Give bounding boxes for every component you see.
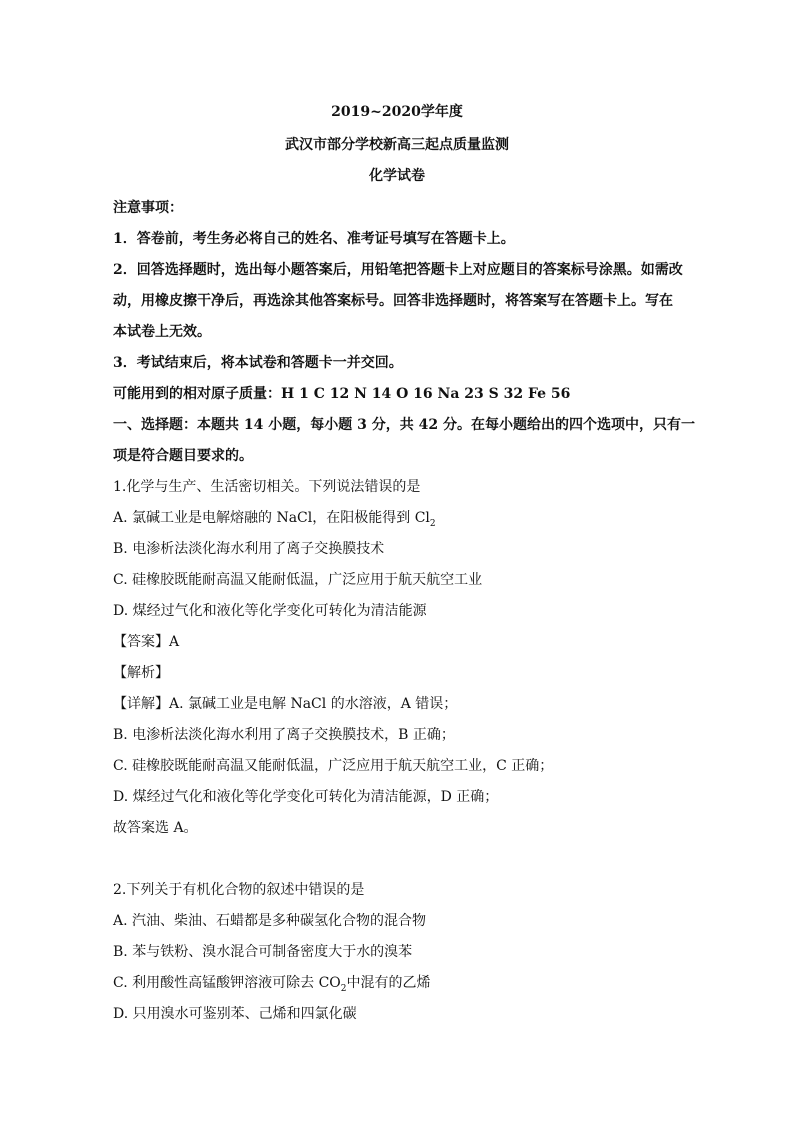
notice-item-2-line-3: 本试卷上无效。 <box>113 324 211 340</box>
question-1-detail-b: B. 电渗析法淡化海水利用了离子交换膜技术，B 正确； <box>113 727 455 743</box>
question-1-analysis-label: 【解析】 <box>113 665 169 681</box>
option-a-text: A. 氯碱工业是电解熔融的 NaCl，在阳极能得到 Cl <box>113 510 430 526</box>
notice-item-2-line-1: 2．回答选择题时，选出每小题答案后，用铅笔把答题卡上对应题目的答案标号涂黑。如需改 <box>113 262 683 278</box>
question-1-conclusion: 故答案选 A。 <box>113 820 198 836</box>
notice-item-1: 1．答卷前，考生务必将自己的姓名、准考证号填写在答题卡上。 <box>113 231 515 247</box>
option-c-text: C. 利用酸性高锰酸钾溶液可除去 CO <box>113 975 341 991</box>
option-c-subscript: 2 <box>340 983 347 994</box>
question-2-stem: 2.下列关于有机化合物的叙述中错误的是 <box>113 882 365 898</box>
question-2-option-c <box>113 974 431 992</box>
question-1-option-c: C. 硅橡胶既能耐高温又能耐低温，广泛应用于航天航空工业 <box>113 572 483 588</box>
exam-year: 2019~2020学年度 <box>331 104 463 120</box>
notice-title: 注意事项： <box>113 200 183 216</box>
question-2-option-b: B. 苯与铁粉、溴水混合可制备密度大于水的溴苯 <box>113 944 413 960</box>
section-1-line-1: 一、选择题：本题共 14 小题，每小题 3 分，共 42 分。在每小题给出的四个选项中，只有一 <box>113 417 695 433</box>
question-1-stem: 1.化学与生产、生活密切相关。下列说法错误的是 <box>113 479 421 495</box>
atomic-masses: 可能用到的相对原子质量：H 1 C 12 N 14 O 16 Na 23 S 32 Fe 56 <box>113 386 571 402</box>
exam-subject: 化学试卷 <box>369 168 425 184</box>
question-1-option-d: D. 煤经过气化和液化等化学变化可转化为清洁能源 <box>113 603 427 619</box>
section-1-line-2: 项是符合题目要求的。 <box>113 448 253 464</box>
option-a-subscript: 2 <box>429 518 436 529</box>
option-c-text-end: 中混有的乙烯 <box>346 975 431 991</box>
question-1-detail-a: 【详解】A. 氯碱工业是电解 NaCl 的水溶液，A 错误； <box>113 696 458 712</box>
notice-item-3: 3．考试结束后，将本试卷和答题卡一并交回。 <box>113 355 403 371</box>
question-1-answer: 【答案】A <box>113 634 180 650</box>
notice-item-2-line-2: 动，用橡皮擦干净后，再选涂其他答案标号。回答非选择题时，将答案写在答题卡上。写在 <box>113 293 673 309</box>
question-1-option-b: B. 电渗析法淡化海水利用了离子交换膜技术 <box>113 541 385 557</box>
question-2-option-a: A. 汽油、柴油、石蜡都是多种碳氢化合物的混合物 <box>113 913 427 929</box>
question-1-detail-d: D. 煤经过气化和液化等化学变化可转化为清洁能源，D 正确； <box>113 789 499 805</box>
exam-title: 武汉市部分学校新高三起点质量监测 <box>285 137 509 153</box>
question-1-option-a <box>113 509 436 527</box>
question-2-option-d: D. 只用溴水可鉴别苯、己烯和四氯化碳 <box>113 1006 357 1022</box>
question-1-detail-c: C. 硅橡胶既能耐高温又能耐低温，广泛应用于航天航空工业，C 正确； <box>113 758 554 774</box>
